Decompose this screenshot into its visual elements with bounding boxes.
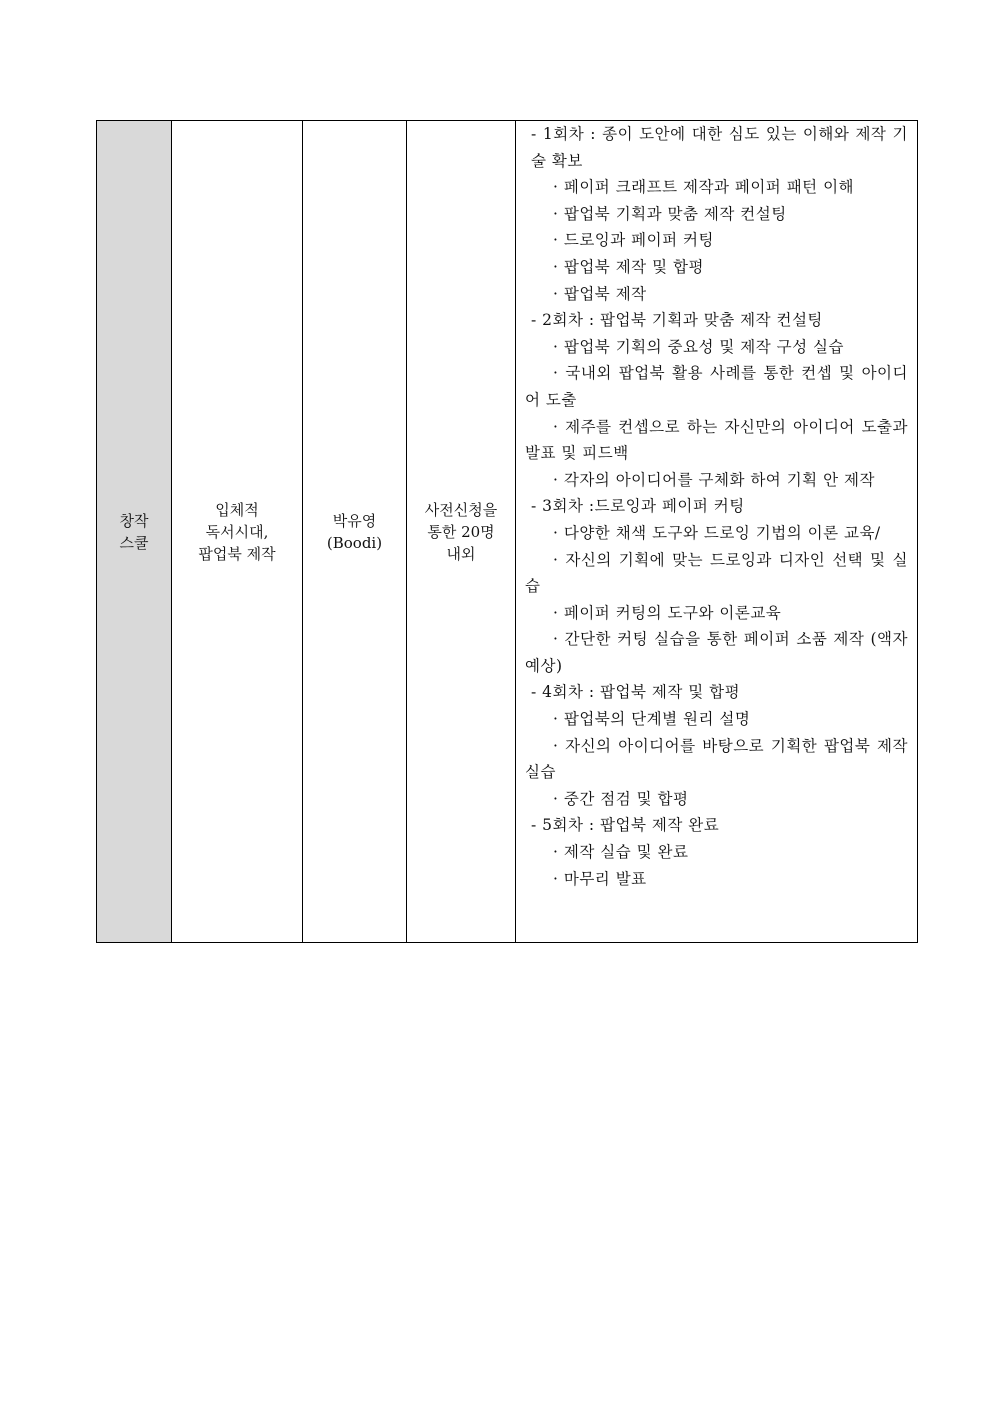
session-item: · 페이퍼 커팅의 도구와 이론교육 <box>553 603 782 622</box>
session-heading: - 5회차 : 팝업북 제작 완료 <box>531 816 720 835</box>
session-item: · 드로잉과 페이퍼 커팅 <box>553 231 714 250</box>
session-item: · 마무리 발표 <box>553 869 647 888</box>
session-item: · 팝업북 기획의 중요성 및 제작 구성 실습 <box>553 337 844 356</box>
content-cell <box>516 121 918 943</box>
session-item: · 팝업북 제작 및 합평 <box>553 257 704 276</box>
session-heading: - 3회차 :드로잉과 페이퍼 커팅 <box>531 497 745 516</box>
session-item: · 국내외 팝업북 활용 사례를 통한 컨셉 및 아이디어 도출 <box>525 364 908 409</box>
title-line: 팝업북 제작 <box>198 544 276 563</box>
title-line: 입체적 <box>215 500 259 519</box>
session-item: · 팝업북 기획과 맞춤 제작 컨설팅 <box>553 204 787 223</box>
program-title-cell <box>172 121 303 943</box>
session-item: · 각자의 아이디어를 구체화 하여 기획 안 제작 <box>553 470 875 489</box>
session-item: · 제작 실습 및 완료 <box>553 843 689 862</box>
session-item: · 페이퍼 크래프트 제작과 페이퍼 패턴 이해 <box>553 178 855 197</box>
instructor-line: 박유영 <box>332 511 377 530</box>
content-list <box>516 121 917 892</box>
session-heading: - 4회차 : 팝업북 제작 및 합평 <box>531 683 741 702</box>
instructor-line: (Boodi) <box>326 533 383 552</box>
participants-cell <box>407 121 516 943</box>
category-cell <box>97 121 172 943</box>
session-heading: - 1회차 : 종이 도안에 대한 심도 있는 이해와 제작 기술 확보 <box>531 125 908 170</box>
table-row <box>97 121 918 943</box>
session-heading: - 2회차 : 팝업북 기획과 맞춤 제작 컨설팅 <box>531 311 823 330</box>
session-item: · 다양한 채색 도구와 드로잉 기법의 이론 교육/ <box>553 523 881 542</box>
program-table <box>96 120 918 943</box>
session-item: · 자신의 아이디어를 바탕으로 기획한 팝업북 제작 실습 <box>525 736 908 782</box>
participants-line: 통한 20명 <box>427 522 495 541</box>
session-item: · 자신의 기획에 맞는 드로잉과 디자인 선택 및 실습 <box>525 550 908 596</box>
session-item: · 팝업북 제작 <box>553 284 647 303</box>
session-item: · 중간 점검 및 합평 <box>553 789 689 808</box>
session-item: · 팝업북의 단계별 원리 설명 <box>553 710 751 729</box>
title-line: 독서시대, <box>205 522 269 541</box>
session-item: · 간단한 커팅 실습을 통한 페이퍼 소품 제작 (액자 예상) <box>525 630 908 675</box>
category-line: 스쿨 <box>119 533 149 552</box>
instructor-cell <box>303 121 407 943</box>
category-line: 창작 <box>119 511 149 530</box>
participants-line: 내외 <box>446 544 476 563</box>
participants-line: 사전신청을 <box>424 500 498 519</box>
session-item: · 제주를 컨셉으로 하는 자신만의 아이디어 도출과 발표 및 피드백 <box>525 417 908 463</box>
